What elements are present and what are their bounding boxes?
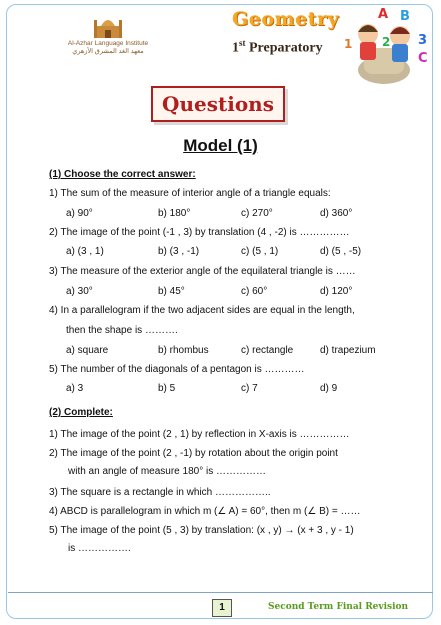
complete-item: 2) The image of the point (2 , -1) by rotation about the origin point [49, 448, 338, 459]
question-text: 1) The sum of the measure of interior angle of a triangle equals: [49, 188, 331, 199]
answer-option: b) rhombus [158, 345, 209, 356]
section1-heading: (1) Choose the correct answer: [49, 169, 196, 180]
grade-number: 1 [232, 40, 239, 56]
answer-option: b) 5 [158, 383, 176, 394]
kid-letter-2: 2 [382, 35, 391, 49]
answer-option: b) (3 , -1) [158, 246, 200, 257]
kid-letter-3: 3 [418, 33, 428, 48]
answer-option: d) 9 [320, 383, 338, 394]
question-text: 4) In a parallelogram if the two adjacent sides are equal in the length, [49, 305, 355, 316]
page-header [0, 0, 441, 90]
complete-item: 5) The image of the point (5 , 3) by translation: (x , y) → (x + 3 , y - 1) [49, 525, 354, 536]
answer-option: a) 3 [66, 383, 84, 394]
answer-option: d) trapezium [320, 345, 376, 356]
answer-option: c) 270° [241, 208, 273, 219]
grade-suffix: st [239, 38, 246, 48]
answer-option: a) 30° [66, 286, 93, 297]
answer-option: b) 180° [158, 208, 191, 219]
answer-option: d) 360° [320, 208, 353, 219]
answer-option: c) 7 [241, 383, 258, 394]
complete-item: 1) The image of the point (2 , 1) by reflection in X-axis is …………… [49, 429, 350, 440]
institute-name-en: Al-Azhar Language Institute [67, 40, 149, 47]
question-text-cont: then the shape is ………. [66, 325, 178, 336]
section2-heading: (2) Complete: [49, 407, 113, 418]
footer-divider [8, 592, 433, 593]
institute-logo [66, 14, 150, 56]
answer-option: a) (3 , 1) [66, 246, 104, 257]
complete-item: 3) The square is a rectangle in which …………….. [49, 487, 271, 498]
answer-option: d) 120° [320, 286, 353, 297]
complete-item-cont: is ……………. [68, 543, 131, 554]
kids-illustration [338, 4, 434, 88]
questions-title: Questions [162, 92, 274, 116]
questions-banner [151, 86, 285, 122]
answer-option: a) 90° [66, 208, 93, 219]
question-text: 5) The number of the diagonals of a pentagon is ………… [49, 364, 305, 375]
question-text: 2) The image of the point (-1 , 3) by translation (4 , -2) is …………… [49, 227, 350, 238]
answer-option: a) square [66, 345, 109, 356]
grade-text: Preparatory [245, 40, 323, 56]
kid-letter-b: B [400, 9, 410, 24]
model-heading: Model (1) [183, 136, 258, 155]
grade-label [232, 38, 323, 57]
footer-title: Second Term Final Revision [268, 602, 409, 612]
kid-letter-c: C [418, 51, 428, 66]
complete-item-cont: with an angle of measure 180° is …………… [68, 466, 266, 477]
answer-option: b) 45° [158, 286, 185, 297]
institute-name-ar: معهد الغد المشرق الأزهري [72, 48, 144, 55]
mosque-logo-icon [93, 14, 123, 40]
answer-option: d) (5 , -5) [320, 246, 362, 257]
answer-option: c) 60° [241, 286, 268, 297]
answer-option: c) (5 , 1) [241, 246, 279, 257]
question-text: 3) The measure of the exterior angle of the equilateral triangle is …… [49, 266, 356, 277]
subject-title: Geometry [232, 8, 340, 30]
answer-option: c) rectangle [241, 345, 294, 356]
kid-letter-1: 1 [344, 37, 353, 51]
complete-item: 4) ABCD is parallelogram in which m (∠ A) = 60°, then m (∠ B) = …… [49, 506, 361, 517]
kid-letter-a: A [378, 7, 389, 22]
page-number: 1 [212, 599, 232, 617]
